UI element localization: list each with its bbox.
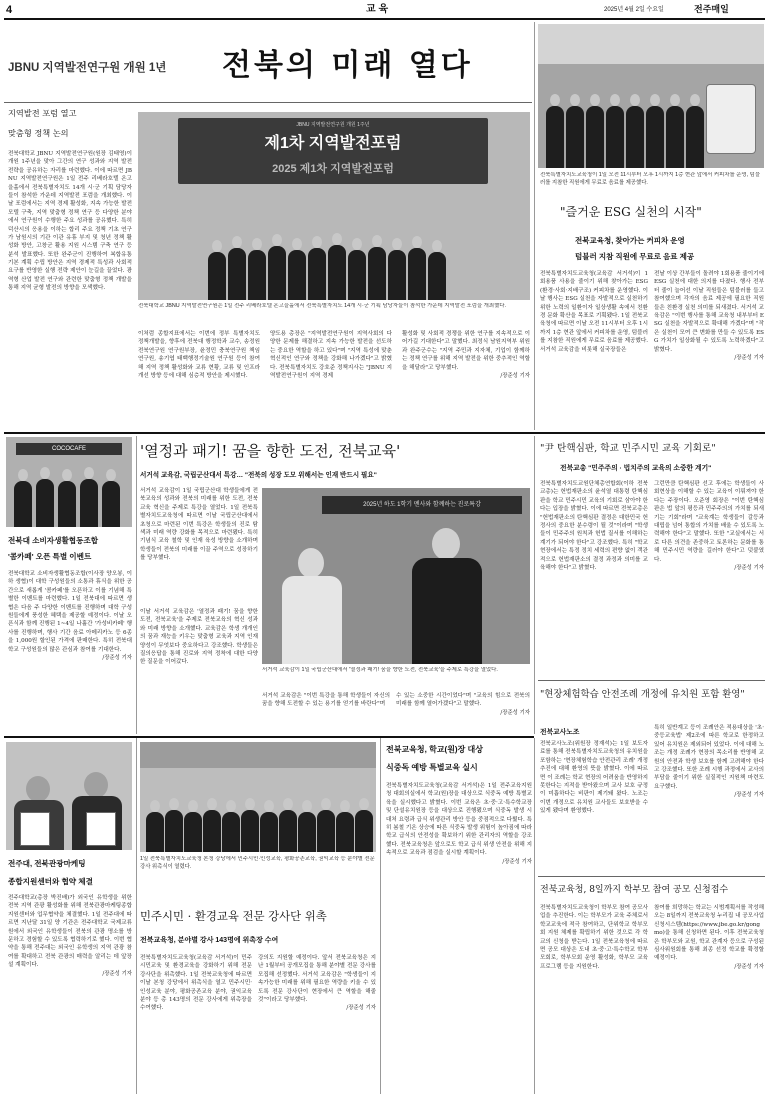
forum-banner [178, 118, 488, 184]
lecturer-byline: /장준성 기자 [346, 1005, 376, 1012]
coffee-truck-icon [706, 84, 756, 154]
cafe-title-1: 전북대 소비자생활협동조합 [8, 536, 99, 545]
forum-banner-year: 2025 제1차 지역발전포럼 [272, 163, 394, 175]
esg-subtitle-2: 텀블러 지참 직원에 무료로 음료 제공 [575, 252, 695, 261]
main-subtitle-1: 지역발전 포럼 열고 [8, 108, 77, 118]
lecture-banner: 2025년 하도 1학기 멘사와 함께하는 진로특강 [322, 496, 522, 514]
lecturer-title: 민주시민 · 환경교육 전문 강사단 위촉 [140, 909, 327, 923]
parent-body-col2-text: 참여를 희망하는 학교는 시범계획서를 작성해 오는 8일까지 전북교육청 누리집 내 공모사업 신청시스템(https://www.jbe.go.kr/gongmo)을 통해 신청하면 된다. 이후 전북교육청은 학부모와 교원, 학교 관계자 등으로 구성된 심사위원회를 통해 최종 선정 학교를 확정할 예정이다. [654, 905, 764, 962]
passion-body-col2: 서거석 교육감은 "이번 특강을 통해 학생들이 자신의 꿈을 향해 도전할 수 있는 용기를 얻기를 바란다"며 [262, 693, 390, 708]
culture-body-text: 전주대학교(총장 박진배)가 외국인 유학생을 위한 전북 지역 관광 활성화를 위해 전북관광마케팅종합지원센터와 업무협약을 체결했다. 1일 전주대에 따르면 지난달 31일 양 기관은 전주대학교 국제교류원에서 외국인 유학생들이 전북의 관광 명소를 방문하고 경험할 수 있도록 협력하기로 했다. 이번 협약을 통해 전주대는 외국인 유학생의 지역 관광 참여를 확대하고 전북 관광의 매력을 알리는 데 앞장설 계획이다. [8, 895, 132, 969]
culture-title-2: 종합지원센터와 협약 체결 [8, 877, 93, 886]
culture-title-1: 전주대, 전북관광마케팅 [8, 859, 86, 868]
culture-photo [6, 742, 132, 850]
esg-byline: /장준성 기자 [734, 354, 764, 361]
cafe-body [8, 570, 132, 730]
impeach-body-col2-text: 그런만큼 탄핵심판 선고 후에는 학생들이 사회현상을 이해할 수 있는 교육이 이뤄져야 한다는 주장이다. 오준영 회장은 "이번 탄핵심판은 법 앞의 평등과 민주주의의 가치를 되새기는 기회"라며 "교육계는 학생들이 갈등과 대립을 넘어 통합의 가치를 배울 수 있도록 노력해야 한다"고 말했다. 또한 "교실에서는 서로 다른 의견을 존중하고 토론하는 문화를 통해 민주시민 역량을 길러야 한다"고 덧붙였다. [654, 481, 764, 563]
food-body [386, 782, 532, 1092]
lecturer-caption: 1일 전북특별자치도교육청 본청 강당에서 민주시민·인성교육, 평화공존교육, 권익교육 등 분야별 전문강사 위촉식이 열렸다. [140, 856, 375, 870]
safety-subtitle: 전북교사노조 [540, 729, 580, 736]
cafe-photo [6, 437, 132, 527]
safety-byline: /장준성 기자 [734, 792, 764, 799]
parent-body-col2 [654, 904, 764, 1092]
host [282, 548, 342, 664]
main-body-col4 [402, 330, 530, 428]
esg-body-col1: 전북특별자치도교육청(교육감 서거석)이 1회용품 사용을 줄이기 위해 찾아가는 ESG(환경·사회·지배구조) 커피차를 운영했다. 이날 행사는 ESG 실천을 자발적으로 실천하기 위한 노력의 일환이자 일상생활 속에서 친환경 문화 확산을 목표로 기획됐다. 1일 전북교육청에 따르면 이날 오전 11시부터 오후 1시까지 1층 현관 앞에서 커피차를 운영, 텀블러를 지참한 직원에게 무료로 음료를 제공했다. 서거석 교육감을 비롯해 실국장들은 [540, 271, 648, 353]
safety-body-col2 [654, 724, 764, 874]
agreement-doc-icon-2 [86, 812, 116, 846]
agreement-doc-icon [20, 812, 50, 846]
lecturer-group-photo [140, 742, 376, 852]
passion-body-col1: 서거석 교육감이 1일 국립군산대 학생들에게 전북교육의 성과와 전북의 미래를 위한 도전, 전북교육 혁신을 주제로 특강을 열었다. 1일 전북특별자치도교육청에 따르면 이날 국립군산대에서 초청으로 마련된 이번 특강은 학생들의 진로 탐색과 미래 역량 강화를 목적으로 마련됐다. 특히 기념식 교육 철학 및 인재 육성 방향을 소개하며 학생들이 전북의 미래를 이끌 주역으로 성장하기를 당부했다. [140, 488, 258, 562]
food-body-text: 전북특별자치도교육청(교육감 서거석)은 1일 전주교육지원청 대회의실에서 학교(원)장을 대상으로 식중독 예방 특별교육을 실시했다고 밝혔다. 이번 교육은 초·중·고·특수학교장 및 단설유치원장 등을 대상으로 진행됐으며 식중독 발생 시 대처 요령과 급식 위생관리 방안 등을 중점적으로 다뤘다. 특히 봄철 기온 상승에 따른 식중독 발생 위험이 높아짐에 따라 학교 급식의 안전성을 확보하기 위한 관리자의 역할을 강조했다. 전북교육청은 앞으로도 학교 급식 위생 안전을 위해 지속적으로 교육과 점검을 실시할 계획이다. [386, 783, 532, 857]
parent-title: 전북교육청, 8일까지 학부모 참여 공모 신청접수 [540, 885, 729, 895]
main-body-col4-text: 활성화 및 사회적 경쟁을 위한 연구를 지속적으로 이어가길 기대한다"고 말했다. 최정식 남원지역부 위원과 완주군수는 "지역 주민과 지자체, 기업이 함께하는 정책 연구를 위해 지역 발전을 위한 중추적인 역할을 해달라"고 당부했다. [402, 331, 530, 371]
culture-body [8, 894, 132, 1092]
passion-subtitle: 서거석 교육감, 국립군산대서 특강… "전북의 성장 도모 위해서는 인재 반드시 필요" [140, 472, 377, 479]
main-title: 전북의 미래 열다 [222, 48, 473, 83]
esg-photo [538, 24, 764, 168]
page-header [0, 0, 769, 20]
passion-title: '열정과 패기! 꿈을 향한 도전, 전북교육' [140, 442, 401, 460]
food-byline: /장준성 기자 [502, 858, 532, 865]
main-body-col2: 이처럼 종합지표에서는 이번에 정부 특별자치도 정책개발을, 향후에 전북대 행정학과 교수, 송정원 전북연구원 연구원부장, 윤정민 충북연구원 책임연구원, 송기엽 태백행정기술원 연구원 등이 참여해 지역 정책 활성화와 교류 현황, 교류 및 인프라 개선 방향 등에 대해 심층적 방안을 제시했다. [138, 331, 260, 379]
food-title-1: 전북교육청, 학교(원)장 대상 [386, 745, 484, 754]
lecturer-subtitle: 전북교육청, 분야별 강사 143명에 위촉장 수여 [140, 937, 279, 944]
main-byline: /장준성 기자 [500, 372, 530, 379]
passion-body-col3 [396, 692, 530, 732]
lecture-photo [262, 488, 530, 664]
esg-subtitle-1: 전북교육청, 찾아가는 커피차 운영 [575, 236, 685, 245]
esg-title: "즐거운 ESG 실천의 시작" [560, 205, 702, 219]
food-title-2: 식중독 예방 특별교육 실시 [386, 763, 478, 772]
impeach-title: "尹 탄핵심판, 학교 민주시민 교육 기회로" [540, 443, 716, 454]
paper-name: 전주매일 [694, 4, 729, 14]
forum-group [208, 208, 458, 300]
esg-caption: 전북특별자치도교육청이 1일 오전 11시부터 오후 1시까지 1층 현관 앞에서 커피차를 운영, 텀블러를 지참한 직원에게 무료로 음료를 제공했다. [540, 172, 761, 186]
lecturer-body-col2 [258, 954, 376, 1092]
cafe-title-2: '콤카페' 오픈 특별 이벤트 [8, 552, 92, 561]
safety-body-col1: 전북교사노조(위원장 정재석)는 1일 보도자료를 통해 전북특별자치도교육청의 유치원을 포함하는 '현장체험학습 안전관리 조례' 개정 추진에 대해 환영의 뜻을 밝혔다. 이에 따르면 이 조례는 학교 현장의 어려움을 반영하지 못한다는 지적을 받아왔으며 교사 보호 규정이 미흡하다는 비판이 제기돼 왔다. 노조는 이번 개정으로 유치원 교사들도 보호받을 수 있게 됐다며 환영했다. [540, 741, 648, 815]
forum-banner-text: 제1차 지역발전포럼 [264, 135, 402, 152]
lecturer-body-col1: 전북특별자치도교육청(교육감 서거석)이 민주시민교육 및 환경교육을 강화하기 위해 전문 강사단을 위촉했다. 1일 전북교육청에 따르면 이날 본청 강당에서 위촉식을 열고 민주시민·인성교육 분야, 평화공존교육 분야, 권익교육 분야 등 총 143명의 전문 강사에게 위촉장을 수여했다. [140, 955, 252, 1012]
cafe-body-text: 전북대학교 소비자생활협동조합(이사장 양오봉, 이하 생협)이 대학 구성원들의 소통과 휴식을 위한 공간으로 새롭게 '콤카페'를 오픈하고 이를 기념해 특별한 이벤트를 마련했다. 1일 전북대에 따르면 생협은 다음 주 다양한 이벤트를 진행하며 대학 구성원들에게 풍성한 혜택을 제공할 예정이다. 이날 오픈식과 함께 진행된 1~4일 나흘간 '가성비카페' 행사를 진행하며, 행사 기간 음료 아메리카노 등 6종을 1,000원 할인된 가격에 판매한다. 특히 전북대학교 구성원들의 많은 관심과 참여를 기대한다. [8, 571, 132, 653]
forum-photo [138, 112, 530, 300]
safety-body-col2-text: 특히 일반계고 등이 조례안은 적용대상을 '초·중등교육법' 제2조에 따른 학교로 한정하고 있어 유치원은 제외되어 있었다. 이에 대해 노조는 개정 조례가 현장의 목소리를 반영해 교원의 안전과 학생 보호를 함께 고려해야 한다고 강조했다. 또한 조례 시행 과정에서 교사의 부담을 줄이기 위한 실질적인 지원책 마련도 요구했다. [654, 725, 764, 790]
culture-byline: /장준성 기자 [102, 970, 132, 977]
cafe-byline: /장준성 기자 [102, 654, 132, 661]
esg-body-col2 [654, 270, 764, 428]
passion-body-col3-text: 수 있는 소중한 시간이었다"며 "교육의 힘으로 전북의 미래를 함께 열어가겠다"고 말했다. [396, 693, 530, 708]
esg-body-col2-text: 전날 이상 간부들이 돌려야 1회용품 줄이기에 ESG 실천에 대한 의지를 다졌다. 행사 전부터 줄이 늘어선 이날 직원들은 텀블러를 들고 참여했으며 각자의 음료 제공에 필요한 직원들은 친환경 실천 의미를 되새겼다. 서거석 교육감은 "이번 행사를 통해 교육청 내부부터 ESG 실천을 자발적으로 확대해 가겠다"며 "작은 실천이 모여 큰 변화를 만들 수 있도록 ESG 가치가 일상화될 수 있도록 노력하겠다"고 밝혔다. [654, 271, 764, 353]
main-body-col3: 양도용 총장은 "지역발전연구원이 지역사회의 다양한 문제를 해결하고 지속 가능한 발전을 선도하는 중요한 역할을 하고 있다"며 "지역 특성에 맞춘 혁신적인 연구와 정책을 강화해 나가겠다"고 밝혔다. 전북특별자치도 강호준 정책지사는 "JBNU 지역발전연구원이 지역 경제 [270, 331, 392, 379]
impeach-subtitle: 전북교총 "민주주의 · 법치주의 교육의 소중한 계기" [560, 465, 712, 472]
lecture-caption: 서거석 교육감이 1일 국립군산대에서 '열정과 패기! 꿈을 향한 도전, 전북교육'을 주제로 특강을 열었다. [262, 667, 498, 673]
main-body-col1: 전북대학교 JBNU 지역발전연구원(원장 김태영)이 개원 1주년을 맞아 그간의 연구 성과와 지역 발전 전략을 공유하는 자리를 마련했다. 이에 따르면 JBNU 지역발전연구원은 1일 전주 리베라호텔 온고을홀에서 전북특별자치도 14개 시·군 기획 담당자들이 참석한 가운데 지역발전 포럼을 개최했다. 이날 포럼에서는 지역 경제 활성화, 지속 가능한 발전 모델 구축, 지역 맞춤형 정책 연구 등 다양한 분야에서 연구원이 수행한 주요 성과를 공유했다. 특히 덕산시의 응용을 이하는 합리 주요 정책 기초 연구가 남원시의 기관 이관 유휴 부지 및 청년 정책 활성화 방안, 고창군 활용 지원 시스템 구축 연구 등 분석 발표했다. 또한 완주군이 진행하여 복합유통 기본 계획 수립 방안은 지역 경제적 특성과 사회적 요구를 반영한 실행 전략 제안이 눈길을 끌었다. 광역형 산업 발전 연구와 관련한 맞춤형 정책 개발을 통해 지역 균형 발전의 방향을 모색했다. [8, 151, 132, 292]
parent-byline: /장준성 기자 [734, 963, 764, 970]
cafe-sign: COCOCAFE [16, 443, 122, 455]
passion-body-col1b: 이날 서거석 교육감은 '열정과 패기! 꿈을 향한 도전, 전북교육'을 주제로 전북교육의 혁신 성과와 미래 방향을 소개했다. 교육감은 학생 개개인의 꿈과 재능을 키우는 맞춤형 교육과 지역 인재 양성이 무엇보다 중요하다고 강조했다. 학생들은 질의응답을 통해 진로와 지역 정착에 대한 다양한 질문을 이어갔다. [140, 609, 258, 666]
impeach-byline: /장준성 기자 [734, 564, 764, 571]
issue-date: 2025년 4월 2일 수요일 [604, 7, 664, 13]
main-subtitle-2: 맞춤형 정책 논의 [8, 128, 69, 138]
section-name: 교 육 [366, 4, 389, 15]
impeach-body-col2 [654, 480, 764, 678]
impeach-body-col1: 전북특별자치도교원단체총연합회(이하 전북교총)는 헌법재판소의 윤석열 대통령 탄핵심판을 학교 민주시민 교육의 기회로 삼아야 한다는 입장을 밝혔다. 이에 따르면 전북교총은 "헌법재판소의 탄핵심판 결정은 대한민국 헌정사의 중요한 분수령이 될 것"이라며 "학생들이 민주주의 원칙과 헌법 질서를 이해하는 계기가 되어야 한다"고 강조했다. 특히 "학교 현장에서는 특정 정치 세력의 편향 없이 객관적으로 헌법재판소의 결정 과정과 의미를 교육해야 한다"고 밝혔다. [540, 481, 648, 571]
safety-title: "현장체험학습 안전조례 개정에 유치원 포함 환영" [540, 689, 745, 700]
lecturer-body-col2-text: 강의도 지원할 예정이다. 앞서 전북교육청은 지난 1월부터 공개모집을 통해 분야별 전문 강사를 모집해 선정했다. 서거석 교육감은 "학생들이 지속가능한 미래를 위해 필요한 역량을 키울 수 있도록 전문 강사단이 현장에서 큰 역할을 해줄 것"이라고 당부했다. [258, 955, 376, 1003]
parent-body-col1: 전북특별자치도교육청이 학부모 참여 공모사업을 추진한다. 이는 학부모가 교육 주체로서 학교교육에 적극 참여하고, 단위학교 학부모회 지원 체제를 확립하기 위한 것으로 각 학교의 신청을 받는다. 1일 전북교육청에 따르면 공모 대상은 도내 초·중·고·특수학교 학부모회로, 학부모회 운영 활성화, 학부모 교육 프로그램 등을 지원한다. [540, 905, 648, 970]
forum-caption: 전북대학교 JBNU 지역발전연구원은 1일 전주 리베라호텔 온고을홀에서 전북특별자치도 14개 시·군 기획 담당자들이 참석한 가운데 지역발전 포럼을 개최했다. [138, 303, 506, 309]
passion-byline: /장준성 기자 [500, 709, 530, 716]
page-number: 4 [6, 4, 13, 16]
forum-banner-sub: JBNU 지역발전연구원 개원 1주년 [296, 122, 370, 128]
speaker [412, 528, 482, 664]
main-kicker: JBNU 지역발전연구원 개원 1년 [8, 62, 167, 74]
